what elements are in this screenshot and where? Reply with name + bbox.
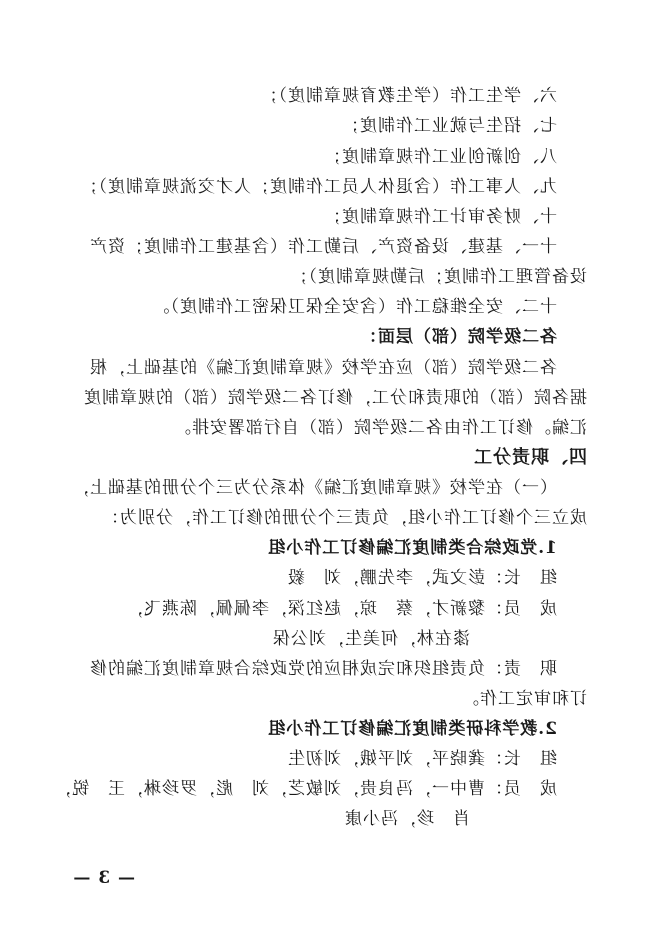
subsection-title: 2.教学科研类制度汇编修订工作小组: [267, 719, 557, 739]
list-item-12: 十二、安全维稳工作（含安全保卫保密工作制度）。: [151, 297, 557, 317]
section-heading: 各二级学院（部）层面：: [359, 327, 557, 347]
paragraph-line: 各二级学院（部）应在学校《规章制度汇编》的基础上，根: [89, 358, 557, 378]
group-members: 成 员：曹中一，冯良贵，刘敏芝，刘 彪，罗珍琳，王 锐，: [53, 779, 557, 799]
list-item-6: 六、学生工作（学生教育规章制度）；: [259, 86, 557, 106]
list-item-9: 九、人事工作（含退休人员工作制度；人才交流规章制度）；: [79, 177, 557, 197]
group-members-continued: 漆在林，何美生，刘公保: [272, 629, 470, 649]
section-title: 四、职责分工: [473, 447, 587, 468]
paragraph-line: 据各院（部）的职责和分工，修订各二级学院（部）的规章制度: [83, 388, 587, 408]
paragraph-line: （一）在学校《规章制度汇编》体系分为三个分册的基础上，: [71, 478, 557, 498]
group-leaders: 组 长：龚晓平，刘平娥，刘初生: [287, 749, 557, 769]
group-duties-continued: 订和审定工作。: [461, 689, 587, 709]
page-number: — 3 —: [72, 868, 135, 888]
list-item-8: 八、创新创业工作规章制度；: [323, 147, 557, 167]
group-members: 成 员：黎新才，蔡 琼，赵红深，李佩佩，陈燕飞，: [125, 599, 557, 619]
list-item-11-continued: 设备管理工作制度；后勤规章制度）；: [289, 267, 587, 287]
group-members-continued: 肖 珍，冯小康: [344, 809, 470, 829]
list-item-10: 十、财务审计工作规章制度；: [323, 207, 557, 227]
paragraph-line: 汇编。修订工作由各二级学院（部）自行部署安排。: [173, 418, 587, 438]
subsection-title: 1.党政综合类制度汇编修订工作小组: [267, 538, 557, 558]
list-item-7: 七、招生与就业工作制度；: [341, 116, 557, 136]
paragraph-line: 成立三个修订工作小组，负责三个分册的修订工作，分别为：: [101, 508, 587, 528]
list-item-11: 十一、基建、设备资产、后勤工作（含基建工作制度；资产: [89, 237, 557, 257]
group-leaders: 组 长：彭文武，李先鹏，刘 毅: [287, 568, 557, 588]
group-duties: 职 责：负责组织和完成相应的党政综合规章制度汇编的修: [89, 659, 557, 679]
